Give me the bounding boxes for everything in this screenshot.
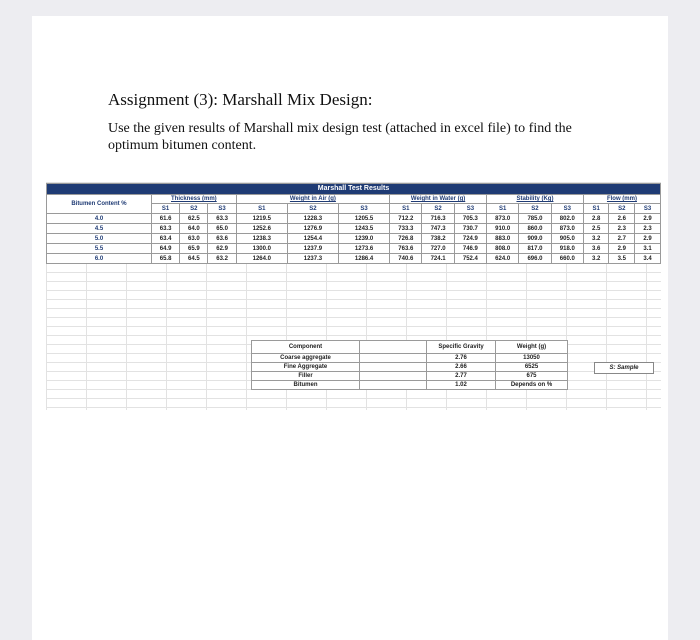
components-cell: 2.66 bbox=[427, 363, 496, 372]
flow-s3-header: S3 bbox=[635, 204, 661, 214]
results-cell: 1252.6 bbox=[236, 224, 287, 234]
components-table-body bbox=[252, 341, 568, 390]
stability-s2-header: S2 bbox=[519, 204, 551, 214]
thickness-s1-header: S1 bbox=[151, 204, 179, 214]
components-cell: Filler bbox=[252, 372, 360, 381]
components-row bbox=[252, 363, 568, 372]
results-cell: 752.4 bbox=[454, 254, 486, 264]
results-cell: 2.9 bbox=[635, 214, 661, 224]
results-cell: 61.6 bbox=[151, 214, 179, 224]
results-cell: 1243.5 bbox=[339, 224, 390, 234]
results-cell: 1219.5 bbox=[236, 214, 287, 224]
components-row bbox=[252, 381, 568, 390]
results-cell: 62.5 bbox=[180, 214, 208, 224]
bitumen-content-cell: 6.0 bbox=[47, 254, 152, 264]
results-cell: 724.9 bbox=[454, 234, 486, 244]
results-cell: 1237.3 bbox=[287, 254, 338, 264]
components-header-cell: Specific Gravity bbox=[427, 341, 496, 354]
bitumen-content-cell: 4.0 bbox=[47, 214, 152, 224]
results-cell: 763.6 bbox=[390, 244, 422, 254]
results-table-title: Marshall Test Results bbox=[47, 184, 661, 195]
flow-header: Flow (mm) bbox=[583, 195, 660, 204]
results-cell: 909.0 bbox=[519, 234, 551, 244]
weight-air-s3-header: S3 bbox=[339, 204, 390, 214]
results-cell: 1237.9 bbox=[287, 244, 338, 254]
sample-legend-note: S: Sample bbox=[594, 362, 654, 374]
components-cell: Coarse aggregate bbox=[252, 354, 360, 363]
results-cell: 738.2 bbox=[422, 234, 454, 244]
results-cell: 1264.0 bbox=[236, 254, 287, 264]
results-cell: 696.0 bbox=[519, 254, 551, 264]
components-header-cell: Component bbox=[252, 341, 360, 354]
results-cell: 1276.9 bbox=[287, 224, 338, 234]
results-row bbox=[47, 224, 661, 234]
components-cell: 675 bbox=[496, 372, 568, 381]
assignment-instructions: Use the given results of Marshall mix design test (attached in excel file) to find the optimum bitumen content. bbox=[108, 121, 572, 153]
results-cell: 3.5 bbox=[609, 254, 635, 264]
components-header-row bbox=[252, 341, 568, 354]
components-cell: Depends on % bbox=[496, 381, 568, 390]
thickness-s3-header: S3 bbox=[208, 204, 236, 214]
results-cell: 63.3 bbox=[208, 214, 236, 224]
results-row bbox=[47, 234, 661, 244]
results-row bbox=[47, 244, 661, 254]
results-cell: 3.1 bbox=[635, 244, 661, 254]
marshall-results-table bbox=[46, 183, 661, 264]
results-cell: 64.0 bbox=[180, 224, 208, 234]
results-cell: 873.0 bbox=[551, 224, 583, 234]
document-page bbox=[32, 16, 668, 640]
results-cell: 65.9 bbox=[180, 244, 208, 254]
components-spacer-cell bbox=[360, 341, 427, 354]
results-cell: 860.0 bbox=[519, 224, 551, 234]
components-header-cell: Weight (g) bbox=[496, 341, 568, 354]
results-cell: 65.8 bbox=[151, 254, 179, 264]
results-cell: 730.7 bbox=[454, 224, 486, 234]
components-cell: 1.02 bbox=[427, 381, 496, 390]
results-cell: 905.0 bbox=[551, 234, 583, 244]
thickness-s2-header: S2 bbox=[180, 204, 208, 214]
results-cell: 1238.3 bbox=[236, 234, 287, 244]
results-cell: 2.5 bbox=[583, 224, 609, 234]
results-cell: 1300.0 bbox=[236, 244, 287, 254]
components-cell: Fine Aggregate bbox=[252, 363, 360, 372]
results-cell: 747.3 bbox=[422, 224, 454, 234]
results-cell: 3.4 bbox=[635, 254, 661, 264]
stability-s3-header: S3 bbox=[551, 204, 583, 214]
results-cell: 705.3 bbox=[454, 214, 486, 224]
results-cell: 2.7 bbox=[609, 234, 635, 244]
results-cell: 883.0 bbox=[487, 234, 519, 244]
results-cell: 727.0 bbox=[422, 244, 454, 254]
results-cell: 62.9 bbox=[208, 244, 236, 254]
results-cell: 63.0 bbox=[180, 234, 208, 244]
components-spacer-cell bbox=[360, 381, 427, 390]
components-spacer-cell bbox=[360, 354, 427, 363]
components-row bbox=[252, 354, 568, 363]
results-cell: 63.6 bbox=[208, 234, 236, 244]
weight-air-s2-header: S2 bbox=[287, 204, 338, 214]
results-cell: 3.2 bbox=[583, 234, 609, 244]
results-cell: 1239.0 bbox=[339, 234, 390, 244]
results-cell: 1228.3 bbox=[287, 214, 338, 224]
results-cell: 808.0 bbox=[487, 244, 519, 254]
components-row bbox=[252, 372, 568, 381]
components-cell: 2.77 bbox=[427, 372, 496, 381]
components-cell: 13050 bbox=[496, 354, 568, 363]
bitumen-content-cell: 5.0 bbox=[47, 234, 152, 244]
results-cell: 64.9 bbox=[151, 244, 179, 254]
components-cell: 2.76 bbox=[427, 354, 496, 363]
results-cell: 64.5 bbox=[180, 254, 208, 264]
results-cell: 802.0 bbox=[551, 214, 583, 224]
assignment-title: Assignment (3): Marshall Mix Design: bbox=[108, 90, 373, 109]
results-cell: 740.6 bbox=[390, 254, 422, 264]
components-cell: 6525 bbox=[496, 363, 568, 372]
results-cell: 873.0 bbox=[487, 214, 519, 224]
results-cell: 746.9 bbox=[454, 244, 486, 254]
results-cell: 2.8 bbox=[583, 214, 609, 224]
results-cell: 1254.4 bbox=[287, 234, 338, 244]
stability-header: Stability (Kg) bbox=[487, 195, 584, 204]
stability-s1-header: S1 bbox=[487, 204, 519, 214]
results-cell: 724.1 bbox=[422, 254, 454, 264]
flow-s1-header: S1 bbox=[583, 204, 609, 214]
results-cell: 817.0 bbox=[519, 244, 551, 254]
results-cell: 712.2 bbox=[390, 214, 422, 224]
results-row bbox=[47, 254, 661, 264]
results-cell: 624.0 bbox=[487, 254, 519, 264]
weight-air-s1-header: S1 bbox=[236, 204, 287, 214]
results-cell: 733.3 bbox=[390, 224, 422, 234]
results-cell: 726.8 bbox=[390, 234, 422, 244]
weight-air-header: Weight in Air (g) bbox=[236, 195, 389, 204]
results-cell: 63.4 bbox=[151, 234, 179, 244]
results-cell: 1286.4 bbox=[339, 254, 390, 264]
results-cell: 3.2 bbox=[583, 254, 609, 264]
results-cell: 2.6 bbox=[609, 214, 635, 224]
flow-s2-header: S2 bbox=[609, 204, 635, 214]
components-cell: Bitumen bbox=[252, 381, 360, 390]
weight-water-s1-header: S1 bbox=[390, 204, 422, 214]
results-row bbox=[47, 214, 661, 224]
results-cell: 1273.6 bbox=[339, 244, 390, 254]
results-cell: 2.9 bbox=[609, 244, 635, 254]
results-cell: 63.3 bbox=[151, 224, 179, 234]
results-cell: 65.0 bbox=[208, 224, 236, 234]
results-cell: 3.6 bbox=[583, 244, 609, 254]
results-cell: 2.9 bbox=[635, 234, 661, 244]
weight-water-s2-header: S2 bbox=[422, 204, 454, 214]
results-table-body bbox=[47, 214, 661, 264]
results-cell: 2.3 bbox=[635, 224, 661, 234]
results-cell: 63.2 bbox=[208, 254, 236, 264]
results-cell: 785.0 bbox=[519, 214, 551, 224]
bitumen-content-cell: 4.5 bbox=[47, 224, 152, 234]
bitumen-content-header: Bitumen Content % bbox=[47, 195, 152, 214]
weight-water-s3-header: S3 bbox=[454, 204, 486, 214]
results-cell: 2.3 bbox=[609, 224, 635, 234]
results-cell: 1205.5 bbox=[339, 214, 390, 224]
bitumen-content-cell: 5.5 bbox=[47, 244, 152, 254]
results-cell: 918.0 bbox=[551, 244, 583, 254]
results-cell: 910.0 bbox=[487, 224, 519, 234]
weight-water-header: Weight in Water (g) bbox=[390, 195, 487, 204]
components-spacer-cell bbox=[360, 363, 427, 372]
components-spacer-cell bbox=[360, 372, 427, 381]
thickness-header: Thickness (mm) bbox=[151, 195, 236, 204]
results-cell: 716.3 bbox=[422, 214, 454, 224]
components-table bbox=[251, 340, 568, 390]
results-cell: 660.0 bbox=[551, 254, 583, 264]
